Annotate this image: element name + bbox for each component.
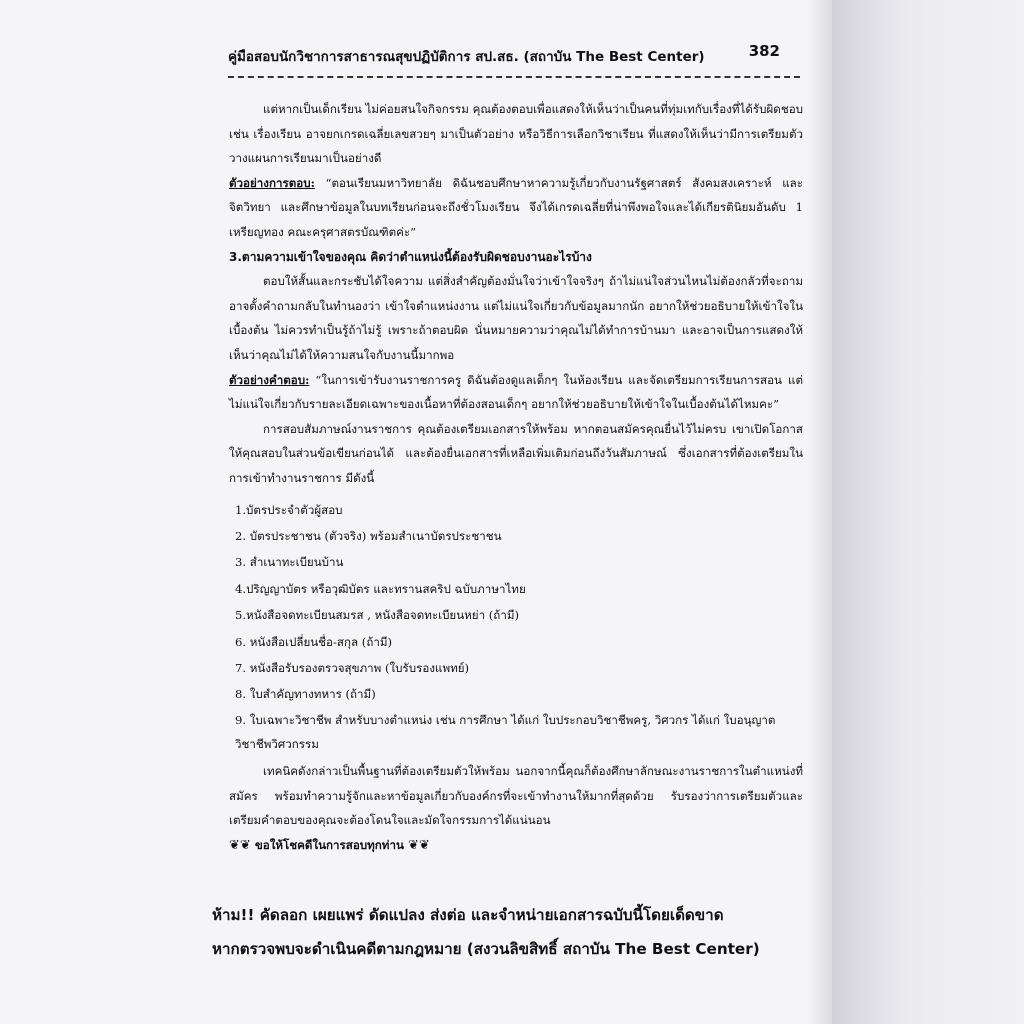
list-item: 3. สำเนาทะเบียนบ้าน bbox=[235, 555, 344, 570]
paragraph-conclusion: เทคนิคดังกล่าวเป็นพื้นฐานที่ต้องเตรียมตัวให้พร้อม นอกจากนี้คุณก็ต้องศึกษาลักษณะงานราชการในตำแหน่งที่สมัคร พร้อมทำความรู้จักและหาข้อมูลเกี่ยวกับองค์กรที่จะเข้าทำงานให้มากที่สุดด้วย รับรองว่าการเตรียมตัวและเตรียมคำตอบของคุณจะต้องโดนใจและมัดใจกรรมการได้แน่นอน bbox=[229, 763, 803, 828]
ornament-left: ❦❦ bbox=[229, 837, 251, 853]
example-text: “ในการเข้ารับงานราชการครู ดิฉันต้องดูแลเด็กๆ ในห้องเรียน และจัดเตรียมการเรียนการสอน แต่ไม่แน่ใจเกี่ยวกับรายละเอียดเฉพาะของเนื้อหาที่ต้องสอนเด็กๆ อยากให้ช่วยอธิบายให้เข้าใจในเบื้องต้นได้ไหมคะ” bbox=[229, 372, 803, 412]
warning-line-2: หากตรวจพบจะดำเนินคดีตามกฎหมาย (สงวนลิขสิทธิ์ สถาบัน The Best Center) bbox=[212, 940, 760, 958]
page-body bbox=[229, 97, 803, 858]
paragraph-documents-intro: การสอบสัมภาษณ์งานราชการ คุณต้องเตรียมเอกสารให้พร้อม หากตอนสมัครคุณยื่นไว้ไม่ครบ เขาเปิดโอกาสให้คุณสอบในส่วนข้อเขียนก่อนได้ และต้องยื่นเอกสารที่เหลือเพิ่มเติมก่อนถึงวันสัมภาษณ์ ซึ่งเอกสารที่ต้องเตรียมในการเข้าทำงานราชการ มีดังนี้ bbox=[229, 421, 803, 485]
ornament-right: ❦❦ bbox=[407, 837, 430, 853]
header-title: คู่มือสอบนักวิชาการสาธารณสุขปฏิบัติการ สป.สธ. (สถาบัน The Best Center) bbox=[228, 49, 705, 65]
example-answer-1 bbox=[229, 171, 803, 245]
list-item: 8. ใบสำคัญทางทหาร (ถ้ามี) bbox=[235, 687, 376, 702]
warning-line-1: ห้าม!! คัดลอก เผยแพร่ ดัดแปลง ส่งต่อ และจำหน่ายเอกสารฉบับนี้โดยเด็ดขาด bbox=[212, 906, 724, 924]
list-item: 5.หนังสือจดทะเบียนสมรส , หนังสือจดทะเบียนหย่า (ถ้ามี) bbox=[235, 608, 519, 623]
adjacent-page-edge bbox=[832, 0, 1024, 1024]
good-luck-line bbox=[229, 833, 803, 859]
paragraph-answer-tips: ตอบให้สั้นและกระชับได้ใจความ แต่สิ่งสำคัญต้องมั่นใจว่าเข้าใจจริงๆ ถ้าไม่แน่ใจส่วนไหนไม่ต้องกลัวที่จะถาม อาจตั้งคำถามกลับในทำนองว่า เข้าใจตำแหน่งงาน แต่ไม่แน่ใจเกี่ยวกับข้อมูลมากนัก อยากให้ช่วยอธิบายให้เข้าใจในเบื้องต้น ไม่ควรทำเป็นรู้ถ้าไม่รู้ เพราะถ้าตอบผิด นั่นหมายความว่าคุณไม่ได้ทำการบ้านมา และอาจเป็นการแสดงให้เห็นว่าคุณไม่ได้ให้ความสนใจกับงานนี้มากพอ bbox=[229, 274, 803, 362]
header-divider bbox=[228, 76, 800, 78]
list-item: 6. หนังสือเปลี่ยนชื่อ-สกุล (ถ้ามี) bbox=[235, 634, 393, 649]
example-text: “ตอนเรียนมหาวิทยาลัย ดิฉันชอบศึกษาหาความรู้เกี่ยวกับงานรัฐศาสตร์ สังคมสงเคราะห์ และจิตวิทยา และศึกษาข้อมูลในบทเรียนก่อนจะถึงชั่วโมงเรียน จึงได้เกรดเฉลี่ยที่น่าพึงพอใจและได้เกียรตินิยมอันดับ 1 เหรียญทอง คณะครุศาสตรบัณฑิตค่ะ” bbox=[229, 175, 803, 239]
good-luck-text: ขอให้โชคดีในการสอบทุกท่าน bbox=[250, 837, 408, 852]
list-item: 1.บัตรประจำตัวผู้สอบ bbox=[235, 502, 343, 517]
running-header bbox=[228, 42, 788, 66]
paragraph-study-focus: แต่หากเป็นเด็กเรียน ไม่ค่อยสนใจกิจกรรม คุณต้องตอบเพื่อแสดงให้เห็นว่าเป็นคนที่ทุ่มเทกับเรื่องที่ได้รับผิดชอบ เช่น เรื่องเรียน อาจยกเกรดเฉลี่ยเลขสวยๆ มาเป็นตัวอย่าง หรือวิธีการเลือกวิชาเรียน ที่แสดงให้เห็นว่ามีการเตรียมตัว วางแผนการเรียนมาเป็นอย่างดี bbox=[229, 102, 804, 166]
copyright-warning bbox=[212, 898, 812, 966]
section-heading-3: 3.ตามความเข้าใจของคุณ คิดว่าตำแหน่งนี้ต้องรับผิดชอบงานอะไรบ้าง bbox=[229, 249, 592, 264]
list-item: 4.ปริญญาบัตร หรือวุฒิบัตร และทรานสคริป ฉบับภาษาไทย bbox=[235, 581, 526, 596]
document-list bbox=[229, 497, 803, 757]
example-label: ตัวอย่างการตอบ: bbox=[229, 175, 315, 190]
page-number: 382 bbox=[748, 42, 780, 60]
list-item: 7. หนังสือรับรองตรวจสุขภาพ (ใบรับรองแพทย์) bbox=[235, 660, 470, 675]
list-item: 9. ใบเฉพาะวิชาชีพ สำหรับบางตำแหน่ง เช่น การศึกษา ได้แก่ ใบประกอบวิชาชีพครู, วิศวกร ได้แก่ ใบอนุญาตวิชาชีพวิศวกรรม bbox=[235, 712, 776, 752]
example-answer-2 bbox=[229, 368, 803, 417]
list-item: 2. บัตรประชาชน (ตัวจริง) พร้อมสำเนาบัตรประชาชน bbox=[235, 528, 502, 543]
example-label: ตัวอย่างคำตอบ: bbox=[229, 372, 310, 387]
